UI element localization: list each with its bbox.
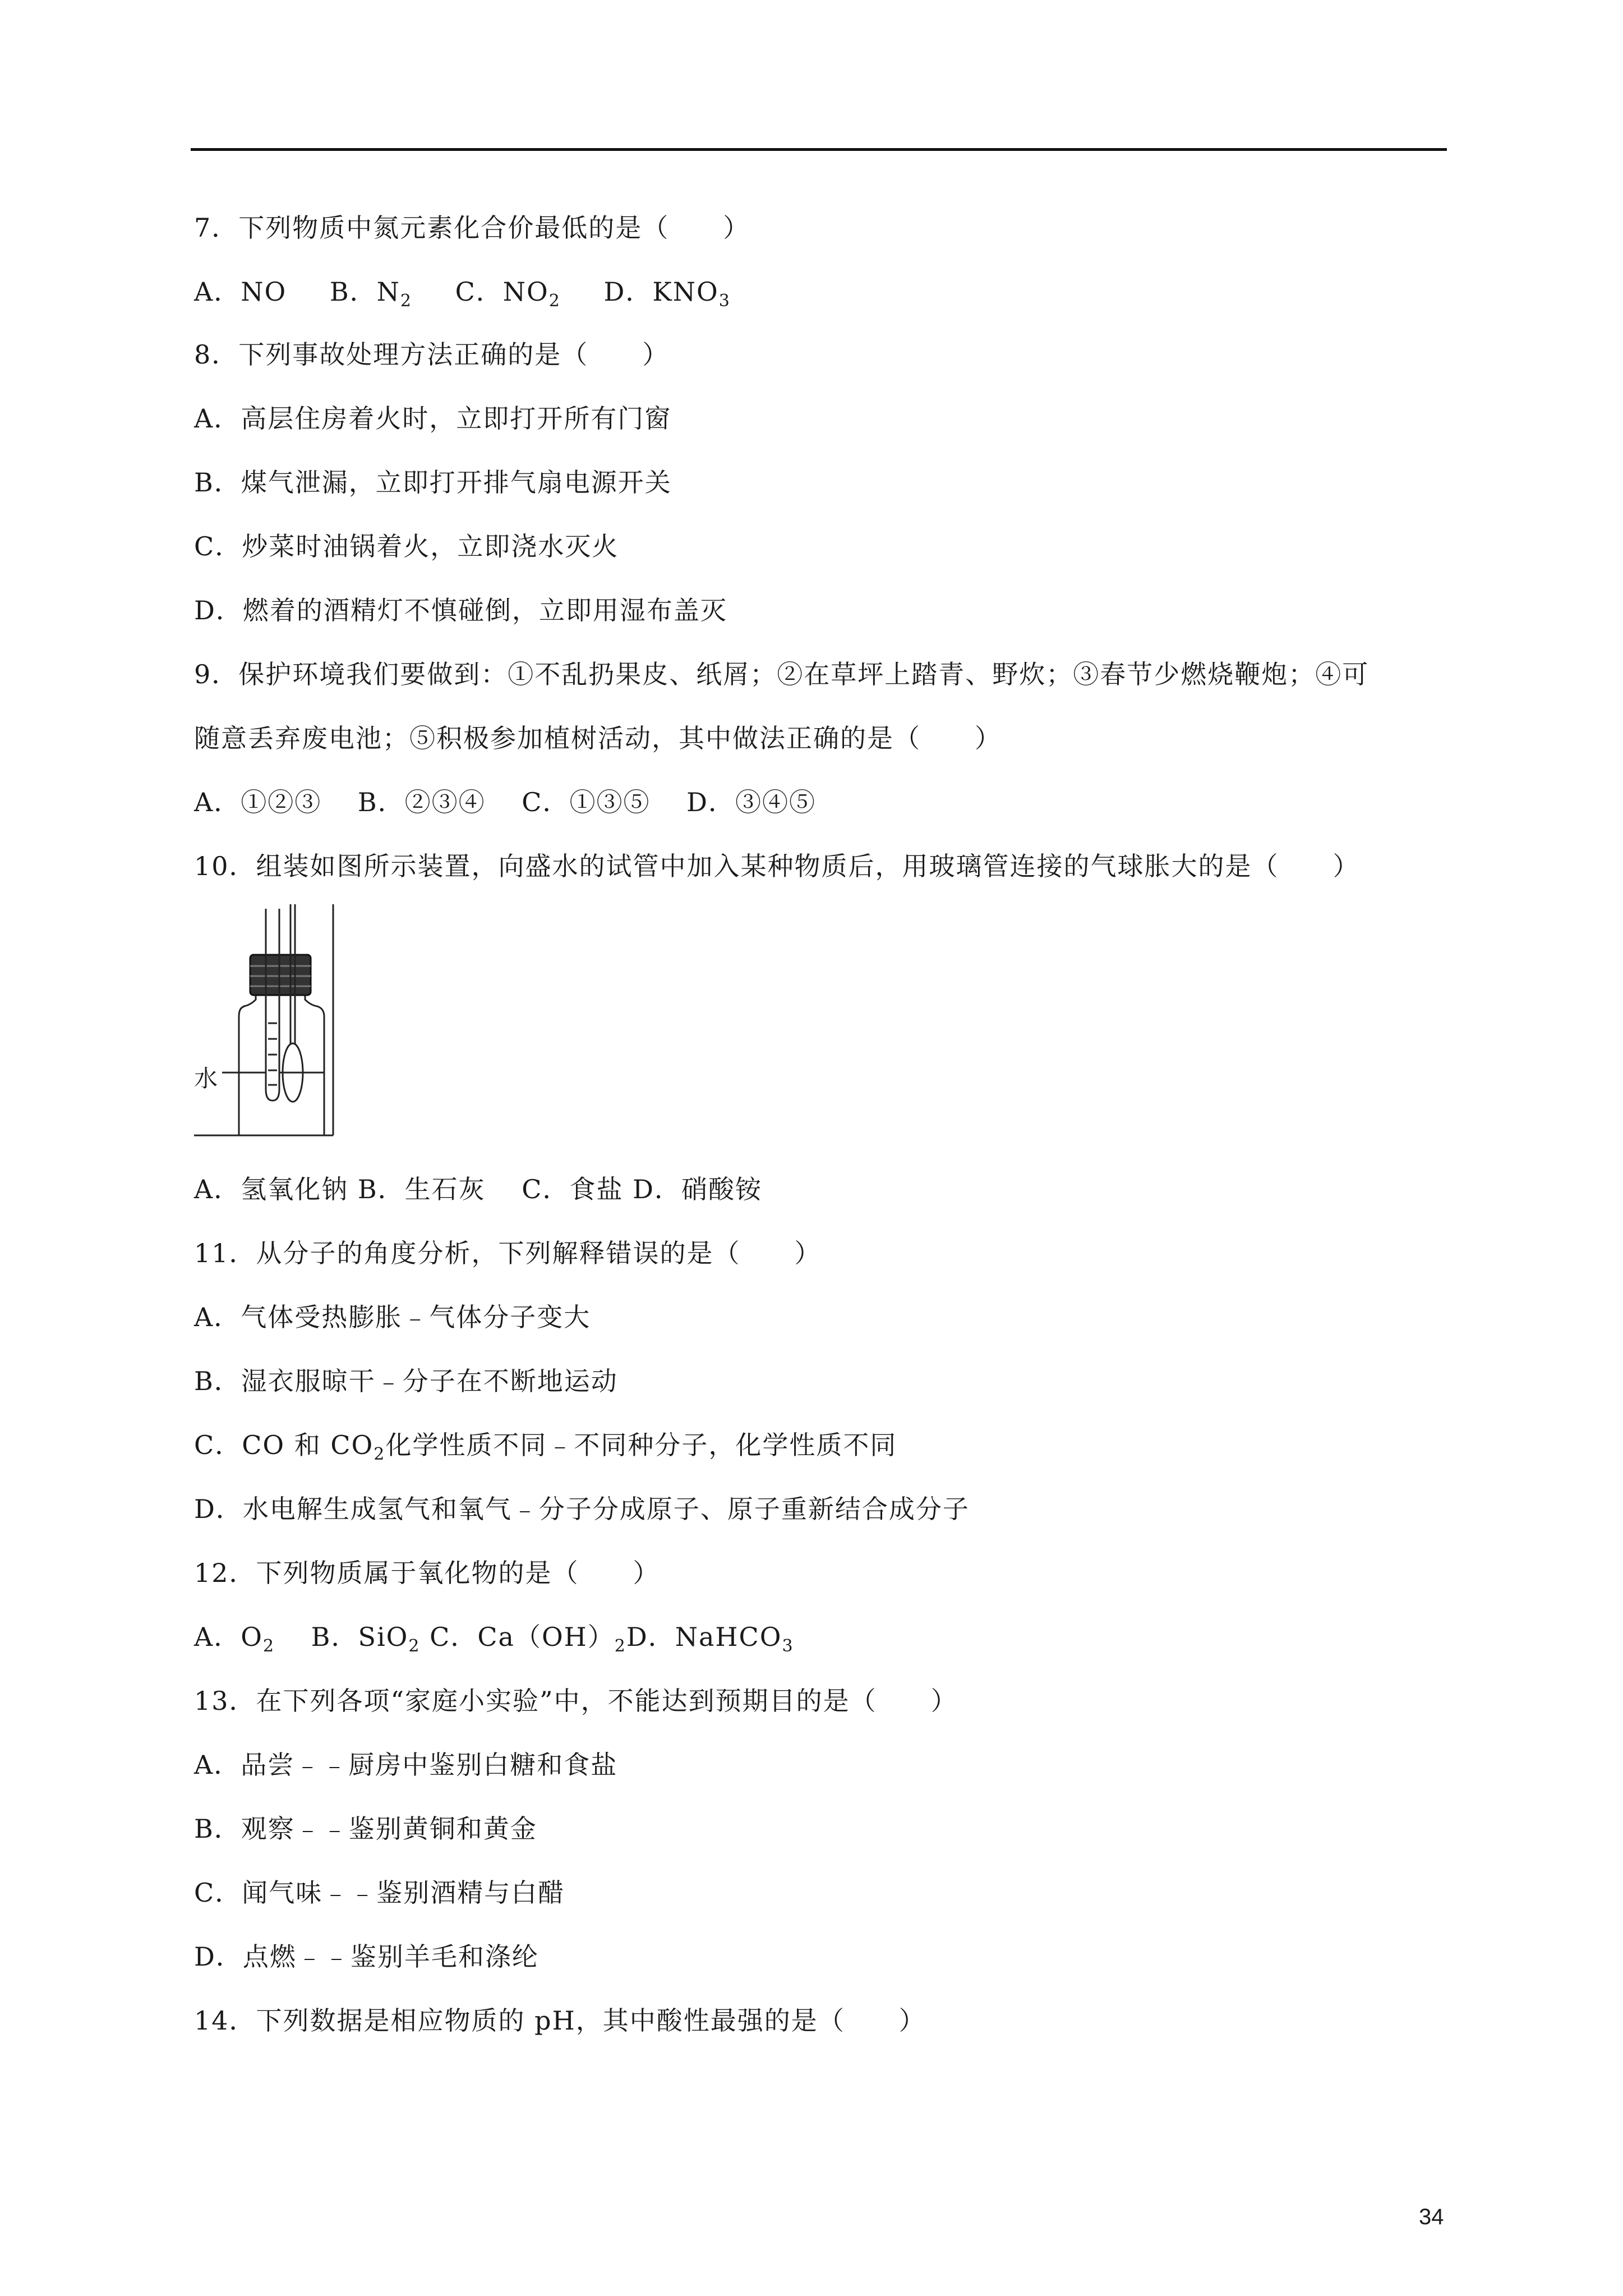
water-label: 水 xyxy=(194,1065,218,1092)
q8-option-c: C．炒菜时油锅着火，立即浇水灭火 xyxy=(194,531,619,562)
q10-stem: 10．组装如图所示装置，向盛水的试管中加入某种物质后，用玻璃管连接的气球胀大的是（ ） xyxy=(194,851,1360,881)
q9-stem-line2: 随意丢弃废电池；⑤积极参加植树活动，其中做法正确的是（ ） xyxy=(194,723,1002,753)
apparatus-diagram xyxy=(194,904,340,1142)
q8-option-a: A．高层住房着火时，立即打开所有门窗 xyxy=(194,403,672,434)
q13-option-b: B．观察﹣﹣鉴别黄铜和黄金 xyxy=(194,1814,537,1844)
q12-option-c: C．$Ca(OH)_2$ xyxy=(420,1622,626,1656)
q7-option-a: A．NO xyxy=(194,277,287,307)
q7-option-d: D．$KNO_3$ xyxy=(603,277,731,311)
q13-stem: 13．在下列各项“家庭小实验”中，不能达到预期目的是（ ） xyxy=(194,1686,958,1716)
q12-option-a: A．$O_2$ xyxy=(194,1622,275,1656)
q10-options: A．氢氧化钠 B．生石灰 C．食盐 D．硝酸铵 xyxy=(194,1174,762,1204)
q12-options xyxy=(194,1620,794,1654)
q14-stem: 14．下列数据是相应物质的 pH，其中酸性最强的是（ ） xyxy=(194,2005,926,2036)
q13-option-d: D．点燃﹣﹣鉴别羊毛和涤纶 xyxy=(194,1941,539,1972)
q8-stem: 8．下列事故处理方法正确的是（ ） xyxy=(194,339,670,370)
q7-option-c: C．$NO_2$ xyxy=(455,277,561,311)
q12-stem: 12．下列物质属于氧化物的是（ ） xyxy=(194,1558,660,1588)
q11-option-a: A．气体受热膨胀﹣气体分子变大 xyxy=(194,1302,591,1332)
q7-option-b: B．$N_2$ xyxy=(329,277,412,311)
q13-option-c: C．闻气味﹣﹣鉴别酒精与白醋 xyxy=(194,1878,565,1908)
q11-option-c: C．CO 和 $CO_2$化学性质不同﹣不同种分子，化学性质不同 xyxy=(194,1430,897,1464)
page-number: 34 xyxy=(1419,2205,1444,2229)
q7-options xyxy=(194,275,764,309)
apparatus-figure xyxy=(194,904,340,1142)
q12-option-b: B．SiO$_2$ xyxy=(275,1622,421,1656)
header-rule xyxy=(191,148,1447,151)
q12-option-d: D．NaHCO$_3$ xyxy=(626,1622,794,1656)
q8-option-b: B．煤气泄漏，立即打开排气扇电源开关 xyxy=(194,467,672,498)
q9-stem-line1: 9．保护环境我们要做到：①不乱扔果皮、纸屑；②在草坪上踏青、野炊；③春节少燃烧鞭炮；④可 xyxy=(194,659,1370,689)
q13-option-a: A．品尝﹣﹣厨房中鉴别白糖和食盐 xyxy=(194,1750,618,1780)
q11-option-d: D．水电解生成氢气和氧气﹣分子分成原子、原子重新结合成分子 xyxy=(194,1494,970,1524)
q9-options: A．①②③ B．②③④ C．①③⑤ D．③④⑤ xyxy=(194,787,816,817)
q11-stem: 11．从分子的角度分析，下列解释错误的是（ ） xyxy=(194,1238,822,1268)
q11-option-b: B．湿衣服晾干﹣分子在不断地运动 xyxy=(194,1366,618,1396)
q7-stem: 7．下列物质中氮元素化合价最低的是（ ） xyxy=(194,213,750,243)
q8-option-d: D．燃着的酒精灯不慎碰倒，立即用湿布盖灭 xyxy=(194,595,727,625)
